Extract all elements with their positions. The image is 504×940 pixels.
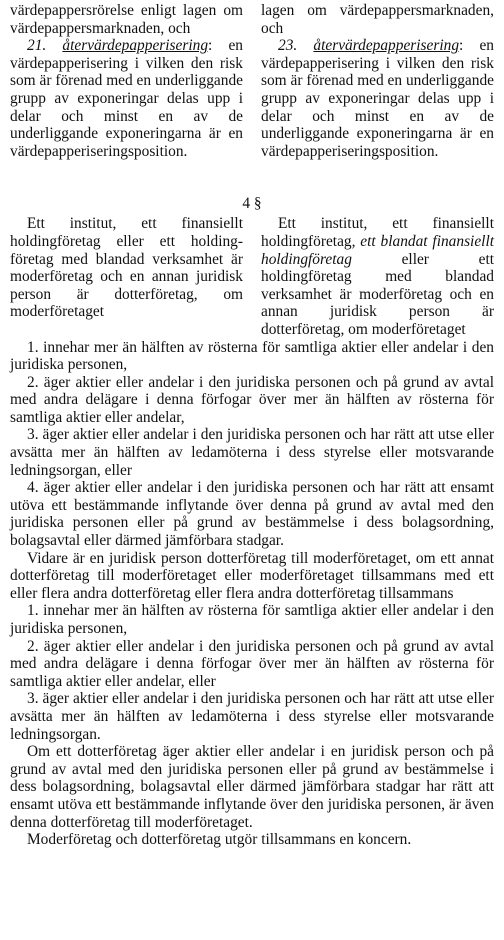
- right-definition-text: : en värdepapperisering i vilken den risk som är förenad med en underliggande grupp av exponeringar delas upp i delar och minst en av de underliggande exponeringarna är en värdepapperiseringsposition.: [261, 37, 494, 160]
- left-term: återvärdepapperisering: [62, 37, 209, 55]
- right-intro-emphasis: , ett blandat finansiellt holdingföretag: [261, 232, 494, 268]
- paragraph: Om ett dotterföretag äger aktier eller andelar i en juridisk person och på grund av avtal med den juridiska personen eller på grund av bestämmelse i dess bolagsordning, bolagsavtal eller därmed jämförbara stadgar har rätt att ensamt utöva ett bestämmande inflytande över den juridiska personen, är även denna dotterföretag till moderföretaget.: [10, 743, 494, 831]
- right-term: återvärdepapperisering: [313, 37, 460, 55]
- document-page: [10, 0, 494, 849]
- right-item-number: 23.: [278, 37, 314, 55]
- left-column-top: [10, 2, 243, 160]
- right-intro-b: eller ett holdingföretag med blandad verksamhet är moderföretag och en annan juridisk person är dotterföretag, om moderföretaget: [261, 250, 494, 338]
- paragraph: 3. äger aktier eller andelar i den juridiska personen och har rätt att utse eller avsätta mer än hälften av ledamöterna i dess styrelse eller motsvarande ledningsorgan.: [10, 690, 494, 743]
- paragraph: 3. äger aktier eller andelar i den juridiska personen och har rätt att utse eller avsätta mer än hälften av ledamöterna i dess styrelse eller motsvarande ledningsorgan, eller: [10, 426, 494, 479]
- left-intro-paragraph: Ett institut, ett finansiellt holdingföretag eller ett holdingföretag med blandad verksamhet är moderföretag och en annan juridisk person är dotterföretag, om moderföretaget: [10, 215, 243, 321]
- paragraph: 1. innehar mer än hälften av rösterna för samtliga aktier eller andelar i den juridiska personen,: [10, 602, 494, 637]
- left-continuation: värdepappersrörelse enligt lagen om värdepappersmarknaden, och: [10, 2, 243, 37]
- right-intro-a: Ett institut, ett finansiellt holdingföretag: [261, 215, 494, 250]
- paragraph: 2. äger aktier eller andelar i den juridiska personen och på grund av avtal med andra delägare i denna förfogar över mer än hälften av rösterna för samtliga aktier eller andelar,: [10, 373, 494, 426]
- paragraph: Moderföretag och dotterföretag utgör tillsammans en koncern.: [27, 831, 412, 849]
- top-columns: [10, 2, 494, 160]
- paragraph: 2. äger aktier eller andelar i den juridiska personen och på grund av avtal med andra delägare i denna förfogar över mer än hälften av rösterna för samtliga aktier eller andelar, eller: [10, 637, 494, 690]
- left-item-number: 21.: [27, 37, 63, 55]
- left-definition-21: [10, 37, 243, 160]
- full-width-text: [10, 339, 494, 849]
- right-definition-23: [261, 37, 494, 160]
- right-intro-paragraph: [261, 215, 494, 338]
- left-definition-text: : en värdepapperisering i vilken den risk som är förenad med en underliggande grupp av exponeringar delas upp i delar och minst en av de underliggande exponeringarna är en värdepapperiseringsposition.: [10, 37, 243, 160]
- right-column-intro: [261, 215, 494, 338]
- paragraph: 4. äger aktier eller andelar i den juridiska personen och har rätt att ensamt utöva ett bestämmande inflytande över denna på grund av avtal med den juridiska personen eller på grund av bestämmelse i dess bolagsordning, bolagsavtal eller därmed jämförbara stadgar.: [10, 479, 494, 550]
- paragraph: Vidare är en juridisk person dotterföretag till moderföretaget, om ett annat dotterföretag till moderföretaget eller moderföretaget tillsammans med ett eller flera andra dotterföretag eller flera andra dotterföretag tillsammans: [10, 549, 494, 602]
- section-heading: 4 §: [242, 195, 262, 213]
- right-continuation: lagen om värdepappersmarknaden, och: [261, 2, 494, 37]
- right-column-top: [261, 2, 494, 160]
- intro-columns: [10, 215, 494, 338]
- left-column-intro: [10, 215, 243, 338]
- paragraph: 1. innehar mer än hälften av rösterna för samtliga aktier eller andelar i den juridiska personen,: [10, 338, 494, 374]
